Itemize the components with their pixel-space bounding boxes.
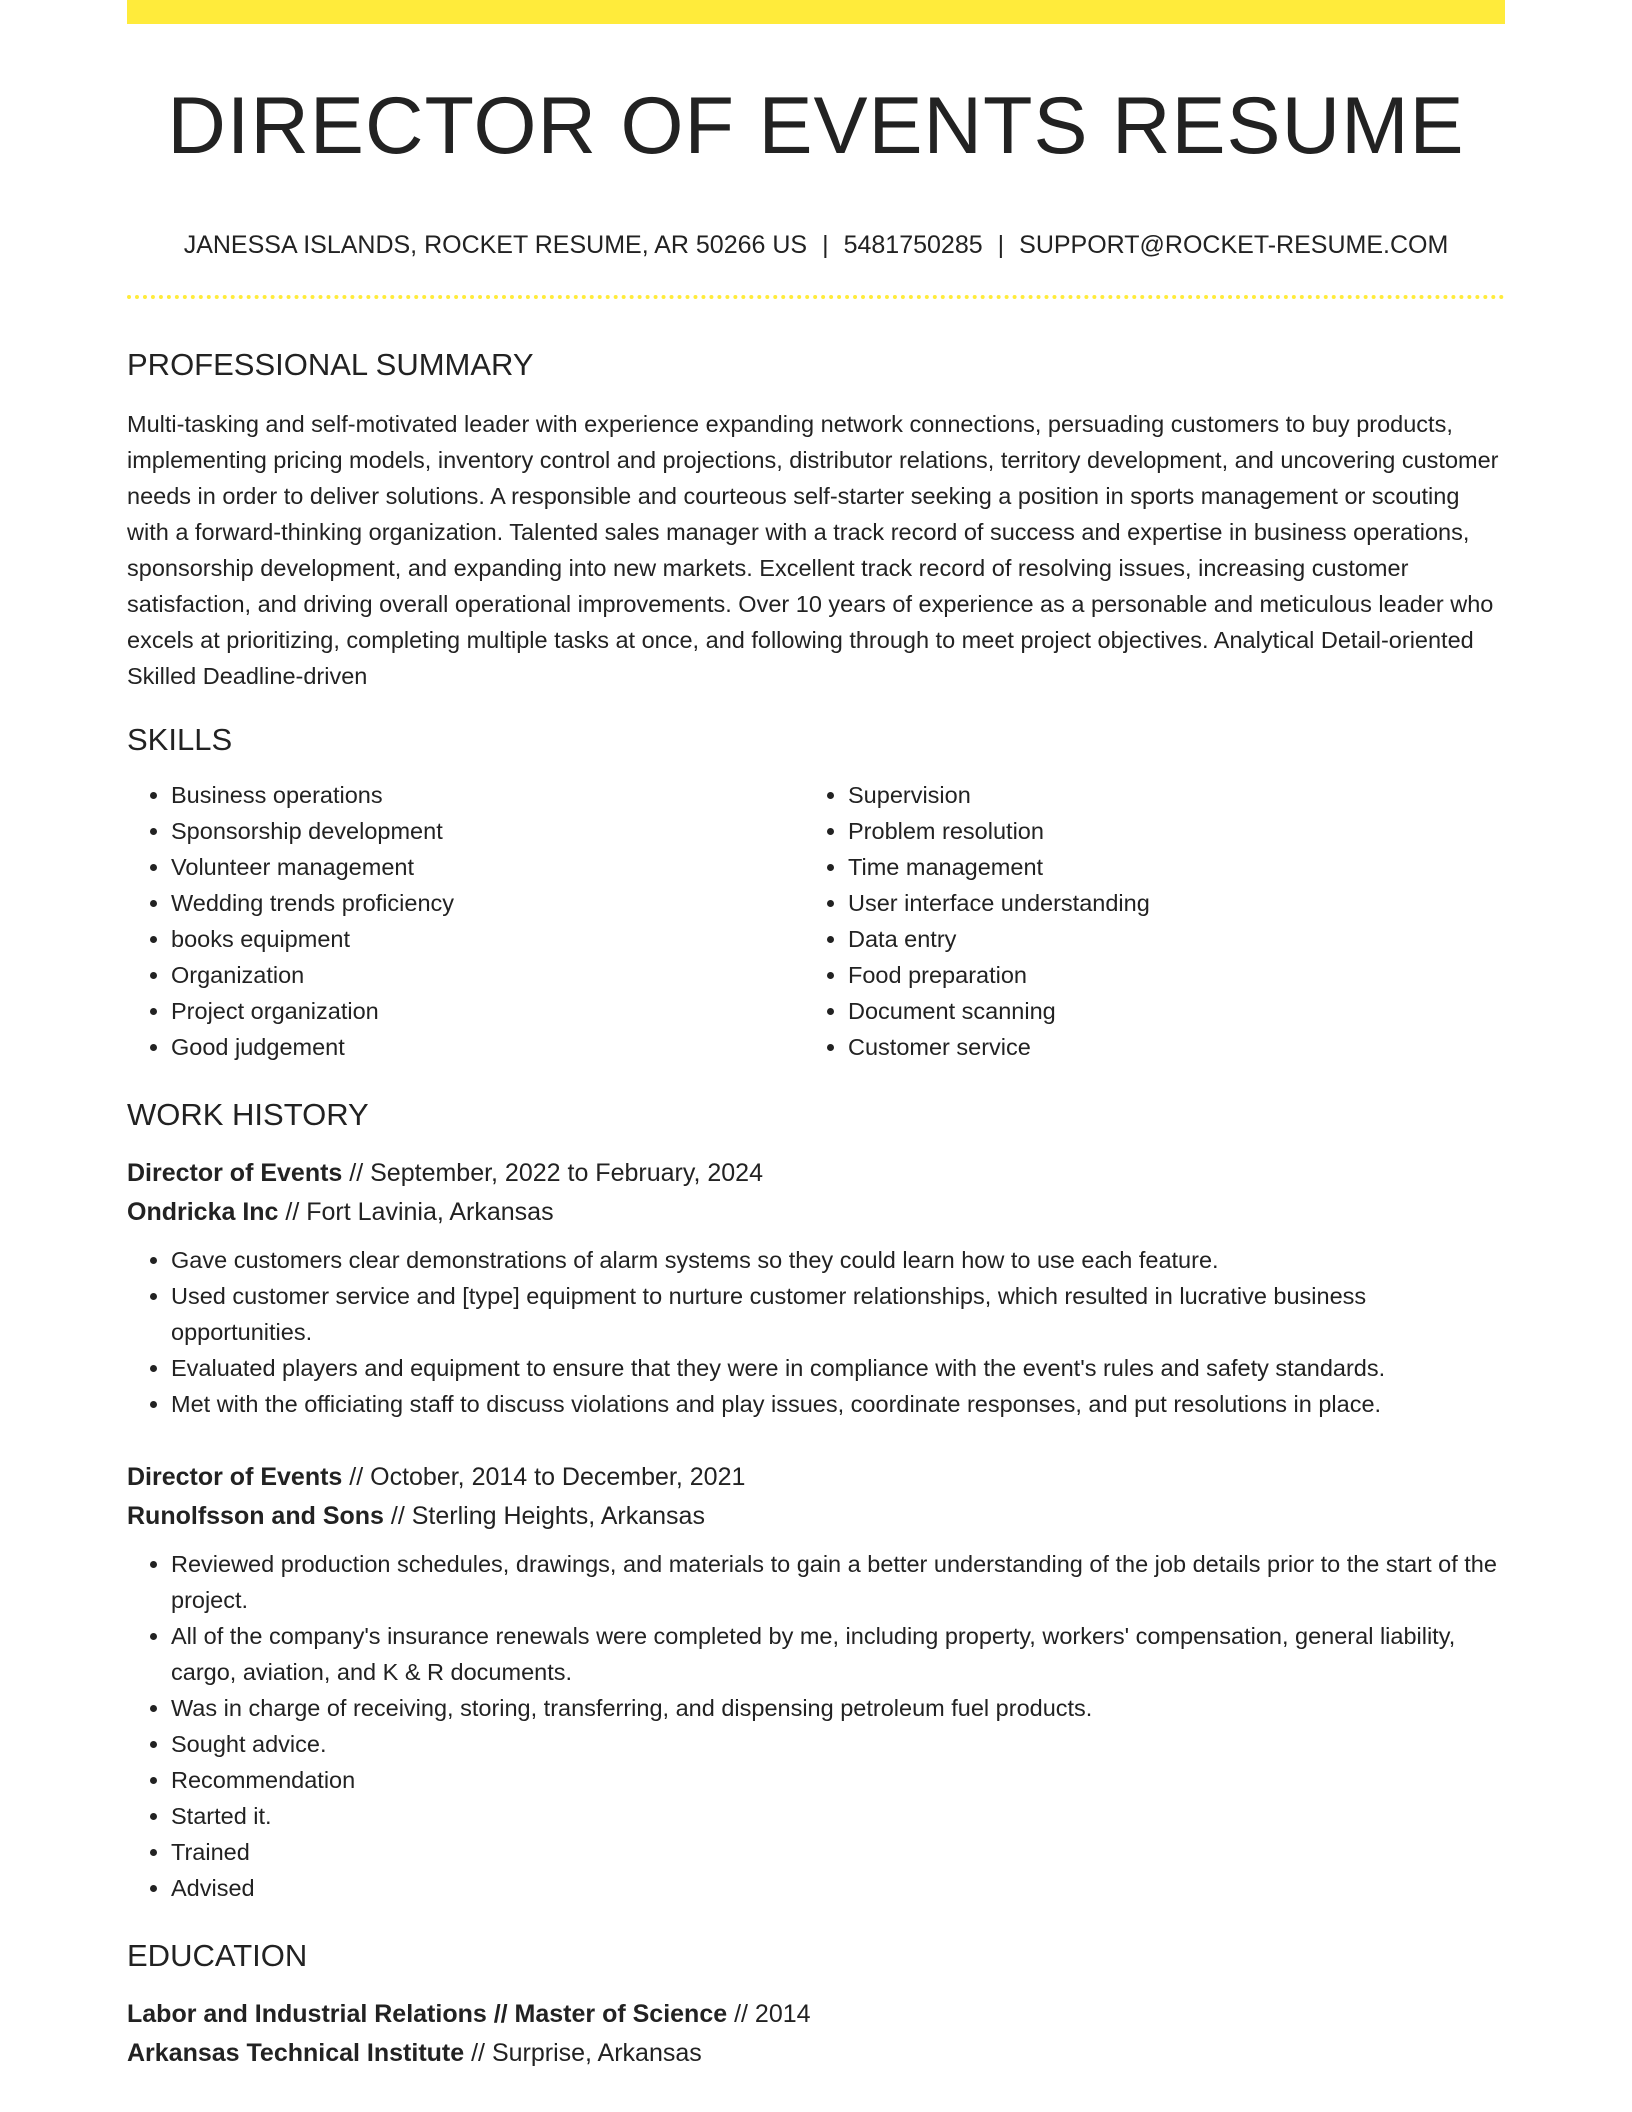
skill-item: • Supervision [848,777,1481,813]
resume-title: DIRECTOR OF EVENTS RESUME [167,81,1465,171]
job-location: // Sterling Heights, Arkansas [390,1502,705,1530]
skill-item: • Good judgement [171,1029,804,1065]
job-entry [127,1154,1505,1422]
job-bullet: • Trained [171,1834,1505,1870]
job-company-line [127,1193,1505,1232]
job-company: Ondricka Inc [127,1198,279,1226]
job-bullet: • Recommendation [171,1762,1505,1798]
job-title-line [127,1154,1505,1193]
accent-top-bar [127,0,1505,24]
skill-item: • Food preparation [848,957,1481,993]
resume-page [127,0,1505,2073]
job-bullet: • Advised [171,1870,1505,1906]
skill-item: • Organization [171,957,804,993]
skill-item: • Volunteer management [171,849,804,885]
skills-heading: SKILLS [127,722,233,757]
skill-item: • Project organization [171,993,804,1029]
skill-item: • books equipment [171,921,804,957]
job-bullet: • Used customer service and [type] equipment to nurture customer relationships, which resulted in lucrative business opportunities. [171,1278,1505,1350]
job-bullet: • Evaluated players and equipment to ensure that they were in compliance with the event's rules and safety standards. [171,1350,1505,1386]
job-bullet: • Reviewed production schedules, drawings, and materials to gain a better understanding of the job details prior to the start of the project. [171,1546,1505,1618]
skills-list-left [127,777,804,1065]
job-bullet: • Met with the officiating staff to discuss violations and play issues, coordinate responses, and put resolutions in place. [171,1386,1505,1422]
job-entry [127,1458,1505,1906]
skill-item: • Data entry [848,921,1481,957]
skill-item: • Wedding trends proficiency [171,885,804,921]
skill-item: • Document scanning [848,993,1481,1029]
job-company: Runolfsson and Sons [127,1502,384,1530]
contact-email: SUPPORT@ROCKET-RESUME.COM [1019,231,1449,259]
education-school: Arkansas Technical Institute [127,2039,465,2067]
job-bullet: • All of the company's insurance renewals were completed by me, including property, workers' compensation, general liability, cargo, aviation, and K & R documents. [171,1618,1505,1690]
skill-item: • Customer service [848,1029,1481,1065]
education-degree: Labor and Industrial Relations // Master of Science [127,2000,728,2028]
job-title-line [127,1458,1505,1497]
skill-item: • User interface understanding [848,885,1481,921]
skill-item: • Sponsorship development [171,813,804,849]
contact-address: JANESSA ISLANDS, ROCKET RESUME, AR 50266 US [183,231,808,259]
job-dates: // October, 2014 to December, 2021 [349,1463,746,1491]
summary-text: Multi-tasking and self-motivated leader with experience expanding network connections, persuading customers to buy products, implementing pricing models, inventory control and projections, distributor relations, territory development, and uncovering customer needs in order to deliver solutions. A responsible and courteous self-starter seeking a position in sports management or scouting with a forward-thinking organization. Talented sales manager with a track record of success and expertise in business operations, sponsorship development, and expanding into new markets. Excellent track record of resolving issues, increasing customer satisfaction, and driving overall operational improvements. Over 10 years of experience as a personable and meticulous leader who excels at prioritizing, completing multiple tasks at once, and following through to meet project objectives. Analytical Detail-oriented Skilled Deadline-driven [127,411,1499,689]
education-school-line [127,2034,1505,2073]
contact-separator: | [997,231,1005,259]
job-bullets [127,1242,1505,1422]
education-year: // 2014 [734,2000,811,2028]
dotted-divider [127,295,1505,299]
work-history-heading: WORK HISTORY [127,1097,369,1132]
contact-phone: 5481750285 [843,231,983,259]
contact-line [127,233,1505,258]
education-heading: EDUCATION [127,1938,308,1973]
education-location: // Surprise, Arkansas [471,2039,702,2067]
education-entry [127,1995,1505,2073]
job-bullet: • Gave customers clear demonstrations of alarm systems so they could learn how to use each feature. [171,1242,1505,1278]
job-bullets [127,1546,1505,1906]
contact-separator: | [822,231,829,259]
job-bullet: • Started it. [171,1798,1505,1834]
job-dates: // September, 2022 to February, 2024 [349,1159,763,1187]
job-title: Director of Events [127,1463,343,1491]
job-bullet: • Was in charge of receiving, storing, transferring, and dispensing petroleum fuel products. [171,1690,1505,1726]
job-location: // Fort Lavinia, Arkansas [285,1198,554,1226]
job-title: Director of Events [127,1159,343,1187]
education-degree-line [127,1995,1505,2034]
job-bullet: • Sought advice. [171,1726,1505,1762]
job-company-line [127,1497,1505,1536]
skill-item: • Problem resolution [848,813,1481,849]
skill-item: • Business operations [171,777,804,813]
summary-heading: PROFESSIONAL SUMMARY [127,347,534,382]
skills-list-right [804,777,1481,1065]
skills-columns [127,777,1505,1065]
skill-item: • Time management [848,849,1481,885]
